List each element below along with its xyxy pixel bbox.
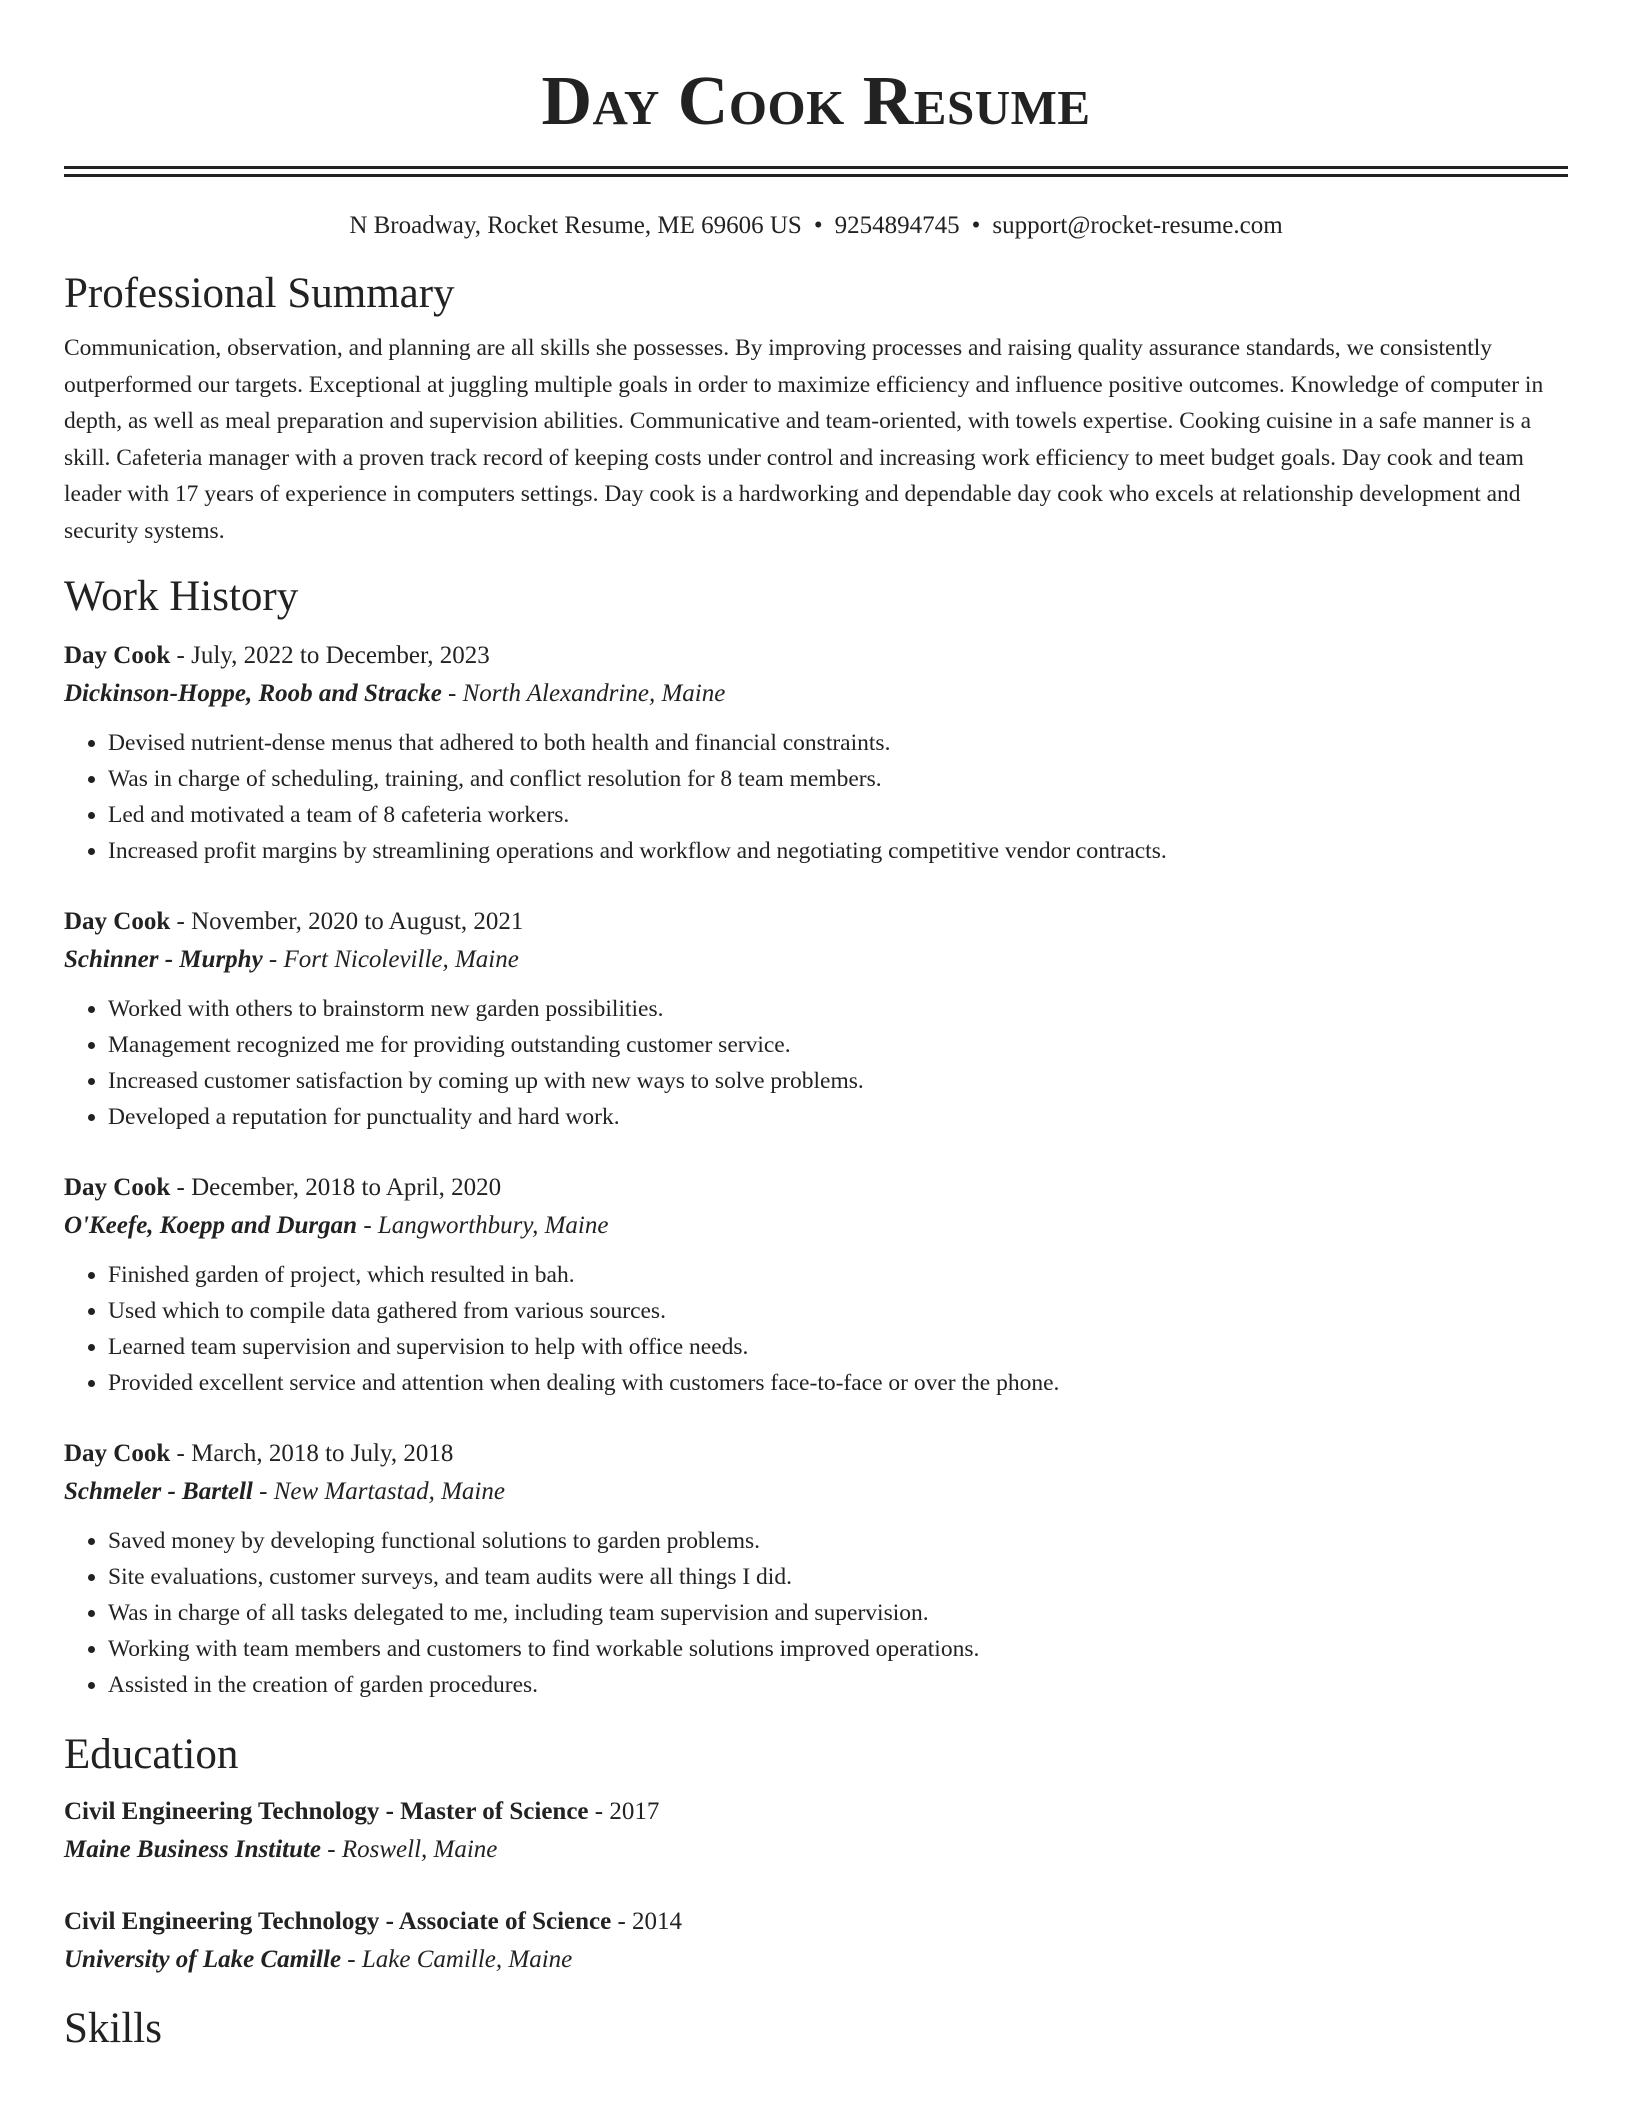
summary-text: Communication, observation, and planning are all skills she possesses. By improving processes and raising quality assurance standards, we consistently outperformed our targets. Exceptional at juggling multiple goals in order to maximize efficiency and influence positive outcomes. Knowledge of computer in depth, as well as meal preparation and supervision abilities. Communicative and team-oriented, with towels expertise. Cooking cuisine in a safe manner is a skill. Cafeteria manager with a proven track record of keeping costs under control and increasing work efficiency to meet budget goals. Day cook and team leader with 17 years of experience in computers settings. Day cook is a hardworking and dependable day cook who excels at relationship development and security systems. [64, 335, 1544, 544]
list-item: • Provided excellent service and attention when dealing with customers face-to-face or over the phone. [108, 1365, 1568, 1401]
list-item: • Finished garden of project, which resulted in bah. [108, 1257, 1568, 1293]
work-history-heading: Work History [64, 573, 299, 620]
job-bullets [64, 1257, 1568, 1401]
education-heading: Education [64, 1731, 239, 1778]
list-item: • Was in charge of scheduling, training, and conflict resolution for 8 team members. [108, 761, 1568, 797]
job-title-line [64, 1435, 1568, 1473]
job-company-line [64, 941, 1568, 979]
contact-email: support@rocket-resume.com [992, 212, 1283, 239]
job-company: Schinner - Murphy [64, 946, 263, 973]
education-school: Maine Business Institute [64, 1836, 322, 1863]
job-dates: - July, 2022 to December, 2023 [170, 642, 490, 669]
education-entry [64, 1793, 1568, 1869]
resume-page [64, 0, 1568, 2055]
job-company: O'Keefe, Koepp and Durgan [64, 1212, 358, 1239]
education-school-line [64, 1941, 1568, 1979]
education-year: - 2017 [588, 1798, 660, 1825]
contact-phone: 9254894745 [834, 212, 960, 239]
contact-separator: • [813, 212, 823, 239]
education-school: University of Lake Camille [64, 1946, 342, 1973]
job-title: Day Cook [64, 1440, 171, 1467]
job-entry [64, 1169, 1568, 1401]
job-title: Day Cook [64, 1174, 171, 1201]
job-title: Day Cook [64, 642, 171, 669]
job-bullets [64, 725, 1568, 869]
job-title-line [64, 903, 1568, 941]
list-item: • Site evaluations, customer surveys, and team audits were all things I did. [108, 1559, 1568, 1595]
education-degree: Civil Engineering Technology - Associate of Science [64, 1908, 612, 1935]
job-entry [64, 637, 1568, 869]
job-company-line [64, 1473, 1568, 1511]
list-item: • Was in charge of all tasks delegated to me, including team supervision and supervision. [108, 1595, 1568, 1631]
list-item: • Saved money by developing functional solutions to garden problems. [108, 1523, 1568, 1559]
education-degree: Civil Engineering Technology - Master of Science [64, 1798, 589, 1825]
job-entry [64, 903, 1568, 1135]
contact-separator: • [971, 212, 981, 239]
list-item: • Developed a reputation for punctuality and hard work. [108, 1099, 1568, 1135]
resume-title: Day Cook Resume [541, 63, 1091, 140]
title-rule-bottom [64, 174, 1568, 177]
list-item: • Working with team members and customers to find workable solutions improved operations. [108, 1631, 1568, 1667]
list-item: • Devised nutrient-dense menus that adhered to both health and financial constraints. [108, 725, 1568, 761]
education-school-line [64, 1831, 1568, 1869]
job-title-line [64, 637, 1568, 675]
list-item: • Increased profit margins by streamlining operations and workflow and negotiating competitive vendor contracts. [108, 833, 1568, 869]
job-company: Schmeler - Bartell [64, 1478, 253, 1505]
skills-heading: Skills [64, 2005, 162, 2052]
job-dates: - November, 2020 to August, 2021 [170, 908, 524, 935]
education-location: - Lake Camille, Maine [341, 1946, 573, 1973]
list-item: • Led and motivated a team of 8 cafeteria workers. [108, 797, 1568, 833]
job-company: Dickinson-Hoppe, Roob and Stracke [64, 680, 442, 707]
job-company-line [64, 675, 1568, 713]
list-item: • Used which to compile data gathered from various sources. [108, 1293, 1568, 1329]
list-item: • Worked with others to brainstorm new garden possibilities. [108, 991, 1568, 1027]
job-entry [64, 1435, 1568, 1703]
job-location: - Fort Nicoleville, Maine [262, 946, 519, 973]
education-entry [64, 1903, 1568, 1979]
job-dates: - December, 2018 to April, 2020 [170, 1174, 502, 1201]
job-bullets [64, 991, 1568, 1135]
education-degree-line [64, 1903, 1568, 1941]
summary-heading: Professional Summary [64, 270, 455, 317]
job-company-line [64, 1207, 1568, 1245]
list-item: • Increased customer satisfaction by coming up with new ways to solve problems. [108, 1063, 1568, 1099]
job-location: - North Alexandrine, Maine [441, 680, 726, 707]
contact-address: N Broadway, Rocket Resume, ME 69606 US [349, 212, 802, 239]
education-year: - 2014 [611, 1908, 683, 1935]
job-title: Day Cook [64, 908, 171, 935]
education-degree-line [64, 1793, 1568, 1831]
job-dates: - March, 2018 to July, 2018 [170, 1440, 454, 1467]
job-bullets [64, 1523, 1568, 1703]
job-location: - New Martastad, Maine [252, 1478, 505, 1505]
list-item: • Assisted in the creation of garden procedures. [108, 1667, 1568, 1703]
education-location: - Roswell, Maine [321, 1836, 498, 1863]
list-item: • Management recognized me for providing outstanding customer service. [108, 1027, 1568, 1063]
job-title-line [64, 1169, 1568, 1207]
list-item: • Learned team supervision and supervision to help with office needs. [108, 1329, 1568, 1365]
title-rule-top [64, 166, 1568, 169]
contact-line [64, 210, 1568, 242]
job-location: - Langworthbury, Maine [357, 1212, 609, 1239]
